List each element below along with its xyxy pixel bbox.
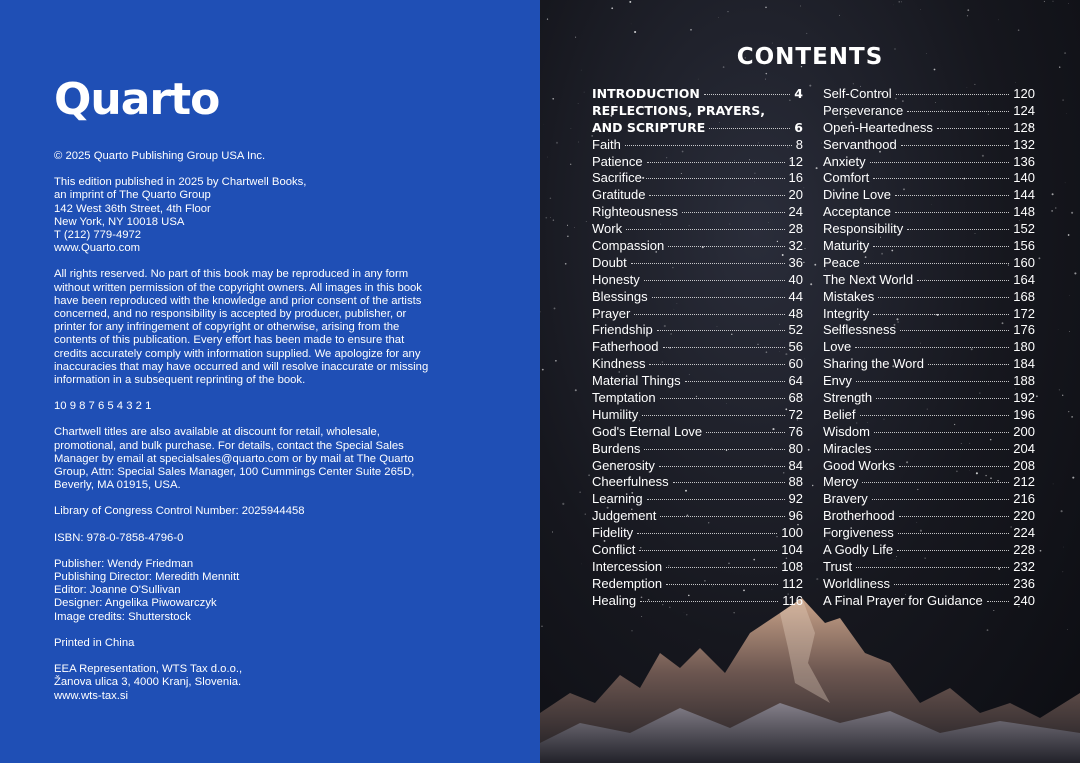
dot-leader	[704, 94, 790, 95]
dot-leader	[898, 533, 1009, 534]
edition-line: an imprint of The Quarto Group	[54, 189, 211, 202]
toc-entry-title: Judgement	[592, 508, 657, 524]
dot-leader	[874, 432, 1009, 433]
dot-leader	[862, 482, 1009, 483]
toc-entry-title: Gratitude	[592, 187, 646, 203]
toc-entry-page: 52	[788, 322, 803, 338]
toc-entry-page: 68	[788, 390, 803, 406]
edition-line: New York, NY 10018 USA	[54, 215, 185, 228]
toc-entry-page: 108	[781, 558, 803, 574]
contents-heading: CONTENTS	[736, 44, 884, 70]
toc-entry-page: 128	[1013, 119, 1035, 135]
copyright-line: © 2025 Quarto Publishing Group USA Inc.	[54, 150, 266, 162]
dot-leader	[634, 314, 784, 315]
toc-entry-page: 112	[782, 575, 803, 591]
toc-entry-page: 216	[1013, 491, 1035, 507]
toc-entry-title: Selflessness	[823, 322, 896, 338]
eea-line: www.wts-tax.si	[54, 689, 129, 702]
toc-entry-title: Friendship	[592, 322, 653, 338]
toc-entry-title: Compassion	[592, 238, 665, 254]
rights-line: without written permission of the copyright owners. All images in this book	[54, 281, 422, 294]
eea-representation	[54, 663, 500, 703]
toc-entry-page: 236	[1013, 575, 1035, 591]
toc-entry-page: 44	[788, 288, 803, 304]
toc-entry-title: Learning	[592, 491, 643, 507]
toc-entry-title: Acceptance	[823, 204, 891, 220]
toc-entry-title: Miracles	[823, 440, 872, 456]
dot-leader	[640, 601, 778, 602]
dot-leader	[663, 347, 785, 348]
dot-leader	[987, 601, 1010, 602]
toc-entry-page: 140	[1013, 170, 1035, 186]
toc-entry-title: Brotherhood	[823, 508, 895, 524]
printing-number: 10 9 8 7 6 5 4 3 2 1	[54, 400, 152, 413]
toc-entry	[823, 542, 1035, 559]
toc-entry	[592, 306, 803, 323]
edition-line: T (212) 779-4972	[54, 229, 142, 242]
toc-entry	[823, 373, 1035, 390]
toc-entry	[592, 525, 803, 542]
toc-entry-title: AND SCRIPTURE	[592, 119, 706, 135]
rights-notice	[54, 268, 500, 387]
toc-entry-title: Doubt	[592, 254, 627, 270]
toc-entry-title: Comfort	[823, 170, 870, 186]
rights-line: contents of this publication. Every effort has been made to ensure that	[54, 334, 405, 347]
toc-entry-title: Good Works	[823, 457, 896, 473]
credit-line: Publishing Director: Meredith Mennitt	[54, 571, 240, 584]
toc-entry	[823, 390, 1035, 407]
toc-entry	[592, 103, 803, 120]
toc-entry-page: 152	[1013, 221, 1035, 237]
toc-entry-title: Envy	[823, 373, 852, 389]
toc-entry-page: 88	[788, 474, 803, 490]
dot-leader	[649, 364, 784, 365]
isbn-line: ISBN: 978-0-7858-4796-0	[54, 531, 184, 544]
isbn	[54, 532, 500, 545]
toc-entry	[592, 356, 803, 373]
edition-info	[54, 176, 500, 255]
dot-leader	[626, 229, 784, 230]
printing-line	[54, 400, 500, 413]
toc-entry-title: Open-Heartedness	[823, 119, 933, 135]
toc-entry-page: 20	[788, 187, 803, 203]
dot-leader	[668, 246, 784, 247]
toc-entry-title: Burdens	[592, 440, 641, 456]
dot-leader	[631, 263, 785, 264]
toc-entry	[823, 272, 1035, 289]
toc-entry-page: 84	[788, 457, 803, 473]
toc-entry-title: Healing	[592, 592, 637, 608]
sales-line: Chartwell titles are also available at discount for retail, wholesale,	[54, 426, 380, 439]
toc-entry	[823, 474, 1035, 491]
toc-entry-page: 204	[1013, 440, 1035, 456]
toc-entry-page: 136	[1013, 153, 1035, 169]
toc-entry	[592, 508, 803, 525]
rights-line: All rights reserved. No part of this book may be reproduced in any form	[54, 268, 409, 281]
toc-entry	[592, 339, 803, 356]
toc-entry-page: 36	[788, 254, 803, 270]
toc-entry	[592, 390, 803, 407]
mountain-range-image	[540, 593, 1080, 763]
dot-leader	[907, 229, 1009, 230]
toc-entry-title: Perseverance	[823, 102, 904, 118]
dot-leader	[895, 212, 1009, 213]
toc-entry	[592, 407, 803, 424]
toc-entry-title: Mistakes	[823, 288, 875, 304]
toc-entry-title: Anxiety	[823, 153, 866, 169]
dot-leader	[685, 381, 785, 382]
loc-number	[54, 505, 500, 518]
toc-entry	[823, 491, 1035, 508]
credit-line: Editor: Joanne O'Sullivan	[54, 584, 181, 597]
toc-entry-title: Faith	[592, 136, 621, 152]
toc-entry-page: 104	[781, 542, 803, 558]
toc-entry-title: Responsibility	[823, 221, 904, 237]
toc-entry	[823, 508, 1035, 525]
toc-entry-page: 12	[788, 153, 803, 169]
dot-leader	[673, 482, 785, 483]
toc-entry	[592, 170, 803, 187]
dot-leader	[897, 550, 1009, 551]
dot-leader	[666, 584, 778, 585]
toc-entry	[823, 424, 1035, 441]
toc-entry-page: 200	[1013, 423, 1035, 439]
toc-entry-page: 160	[1013, 254, 1035, 270]
toc-entry-page: 180	[1013, 339, 1035, 355]
toc-entry-page: 4	[794, 86, 803, 101]
toc-entry-title: Sharing the Word	[823, 356, 924, 372]
toc-entry-page: 40	[788, 271, 803, 287]
toc-entry-page: 76	[788, 423, 803, 439]
toc-entry	[592, 458, 803, 475]
sales-info	[54, 426, 500, 492]
dot-leader	[682, 212, 785, 213]
rights-line: information in a subsequent reprinting of the book.	[54, 374, 306, 387]
toc-entry-page: 116	[782, 592, 803, 608]
dot-leader	[642, 415, 784, 416]
toc-entry-page: 188	[1013, 373, 1035, 389]
dot-leader	[659, 466, 785, 467]
toc-entry-title: Belief	[823, 406, 856, 422]
sales-line: promotional, and bulk purchase. For details, contact the Special Sales	[54, 439, 404, 452]
sales-line: Beverly, MA 01915, USA.	[54, 479, 181, 492]
toc-entry-page: 72	[788, 406, 803, 422]
toc-entry	[823, 576, 1035, 593]
dot-leader	[899, 466, 1009, 467]
toc-entry-page: 80	[788, 440, 803, 456]
toc-entry	[823, 187, 1035, 204]
toc-entry	[592, 322, 803, 339]
toc-entry-page: 16	[788, 170, 803, 186]
dot-leader	[896, 94, 1010, 95]
edition-line: This edition published in 2025 by Chartwell Books,	[54, 176, 307, 189]
toc-entry-page: 124	[1013, 102, 1035, 118]
toc-entry-title: Righteousness	[592, 204, 678, 220]
toc-entry-page: 192	[1013, 390, 1035, 406]
toc-entry	[823, 103, 1035, 120]
toc-entry-title: Worldliness	[823, 575, 890, 591]
toc-entry	[592, 542, 803, 559]
credit-line: Designer: Angelika Piwowarczyk	[54, 597, 217, 610]
toc-entry-page: 212	[1013, 474, 1035, 490]
edition-line: 142 West 36th Street, 4th Floor	[54, 202, 211, 215]
dot-leader	[937, 128, 1009, 129]
dot-leader	[855, 347, 1009, 348]
rights-line: inaccuracies that may have occurred and will resolve inaccurate or missing	[54, 360, 429, 373]
toc-entry	[823, 339, 1035, 356]
toc-entry-title: Temptation	[592, 390, 656, 406]
toc-entry	[823, 441, 1035, 458]
dot-leader	[875, 449, 1009, 450]
toc-entry	[592, 289, 803, 306]
toc-entry-title: God's Eternal Love	[592, 423, 703, 439]
toc-entry	[823, 154, 1035, 171]
toc-entry	[592, 474, 803, 491]
toc-entry-page: 24	[788, 204, 803, 220]
dot-leader	[900, 330, 1009, 331]
toc-entry	[592, 424, 803, 441]
toc-entry-page: 208	[1013, 457, 1035, 473]
toc-entry	[592, 593, 803, 610]
toc-entry-page: 92	[788, 491, 803, 507]
dot-leader	[644, 280, 785, 281]
toc-entry	[823, 170, 1035, 187]
toc-entry-page: 64	[788, 373, 803, 389]
toc-entry-page: 220	[1013, 508, 1035, 524]
toc-entry-page: 48	[788, 305, 803, 321]
toc-entry-page: 56	[788, 339, 803, 355]
toc-entry	[823, 221, 1035, 238]
rights-line: credits accurately comply with information supplied. We apologize for any	[54, 347, 421, 360]
dot-leader	[646, 178, 785, 179]
toc-entry	[823, 120, 1035, 137]
toc-entry-title: Forgiveness	[823, 525, 894, 541]
toc-entry-page: 148	[1013, 204, 1035, 220]
toc-entry-title: Love	[823, 339, 852, 355]
dot-leader	[928, 364, 1009, 365]
dot-leader	[637, 533, 777, 534]
toc-entry	[823, 593, 1035, 610]
sales-line: Group, Attn: Special Sales Manager, 100 Cummings Center Suite 265D,	[54, 466, 415, 479]
dot-leader	[870, 162, 1010, 163]
toc-entry-page: 172	[1013, 305, 1035, 321]
contents-column-right	[823, 86, 1035, 610]
toc-entry-page: 60	[788, 356, 803, 372]
dot-leader	[899, 516, 1010, 517]
toc-entry-page: 144	[1013, 187, 1035, 203]
dot-leader	[864, 263, 1009, 264]
toc-entry	[592, 272, 803, 289]
toc-entry	[592, 559, 803, 576]
dot-leader	[647, 162, 785, 163]
credits	[54, 558, 500, 624]
toc-entry-title: Cheerfulness	[592, 474, 669, 490]
toc-entry-title: Blessings	[592, 288, 648, 304]
toc-entry-page: 8	[795, 136, 803, 152]
toc-entry	[823, 407, 1035, 424]
toc-entry-title: A Final Prayer for Guidance	[823, 592, 983, 608]
toc-entry-title: Sacrifice	[592, 170, 642, 186]
toc-entry-title: Divine Love	[823, 187, 891, 203]
toc-entry	[823, 306, 1035, 323]
toc-entry	[592, 255, 803, 272]
toc-entry-title: Self-Control	[823, 86, 892, 101]
sales-line: Manager by email at specialsales@quarto.com or by mail at The Quarto	[54, 452, 414, 465]
toc-entry	[823, 559, 1035, 576]
toc-entry-page: 156	[1013, 238, 1035, 254]
toc-entry	[592, 137, 803, 154]
toc-entry	[823, 204, 1035, 221]
dot-leader	[873, 178, 1009, 179]
toc-entry	[592, 204, 803, 221]
toc-entry-page: 176	[1013, 322, 1035, 338]
dot-leader	[873, 314, 1009, 315]
toc-entry	[823, 356, 1035, 373]
toc-entry-title: Wisdom	[823, 423, 870, 439]
toc-entry	[823, 255, 1035, 272]
toc-entry	[823, 322, 1035, 339]
toc-entry	[592, 238, 803, 255]
toc-entry	[592, 154, 803, 171]
toc-entry-page: 28	[788, 221, 803, 237]
dot-leader	[907, 111, 1009, 112]
dot-leader	[895, 195, 1009, 196]
toc-entry-title: Patience	[592, 153, 643, 169]
toc-entry-title: REFLECTIONS, PRAYERS,	[592, 102, 765, 118]
toc-entry-page: 164	[1013, 271, 1035, 287]
toc-entry-title: A Godly Life	[823, 542, 894, 558]
toc-entry-title: Peace	[823, 254, 860, 270]
dot-leader	[856, 381, 1009, 382]
toc-entry-page: 96	[788, 508, 803, 524]
dot-leader	[666, 567, 777, 568]
toc-entry	[592, 491, 803, 508]
toc-entry-page: 168	[1013, 288, 1035, 304]
toc-entry-page: 32	[788, 238, 803, 254]
eea-line: Žanova ulica 3, 4000 Kranj, Slovenia.	[54, 676, 242, 689]
toc-entry	[592, 373, 803, 390]
toc-entry-title: Integrity	[823, 305, 870, 321]
dot-leader	[625, 145, 792, 146]
toc-entry-page: 232	[1013, 558, 1035, 574]
credit-line: Publisher: Wendy Friedman	[54, 557, 194, 570]
toc-entry-page: 120	[1013, 86, 1035, 101]
dot-leader	[917, 280, 1009, 281]
dot-leader	[872, 499, 1010, 500]
dot-leader	[639, 550, 777, 551]
dot-leader	[876, 398, 1009, 399]
toc-entry-page: 240	[1013, 592, 1035, 608]
toc-entry-title: Bravery	[823, 491, 868, 507]
toc-entry-title: Trust	[823, 558, 853, 574]
toc-entry-title: Honesty	[592, 271, 640, 287]
loc-line: Library of Congress Control Number: 2025944458	[54, 505, 305, 518]
dot-leader	[894, 584, 1009, 585]
eea-line: EEA Representation, WTS Tax d.o.o.,	[54, 663, 243, 676]
toc-entry	[823, 525, 1035, 542]
dot-leader	[660, 516, 784, 517]
printed-line: Printed in China	[54, 636, 135, 649]
rights-line: have been reproduced with the knowledge and prior consent of the artists	[54, 294, 422, 307]
toc-entry	[592, 86, 803, 103]
quarto-logo: Quarto	[54, 74, 220, 125]
toc-entry	[592, 187, 803, 204]
toc-entry-title: Intercession	[592, 558, 663, 574]
dot-leader	[856, 567, 1009, 568]
toc-entry-title: Fidelity	[592, 525, 634, 541]
toc-entry-title: Mercy	[823, 474, 859, 490]
toc-entry-title: Material Things	[592, 373, 681, 389]
dot-leader	[652, 297, 785, 298]
dot-leader	[901, 145, 1010, 146]
toc-entry-page: 196	[1013, 406, 1035, 422]
toc-entry	[592, 221, 803, 238]
toc-entry-title: Fatherhood	[592, 339, 659, 355]
rights-line: concerned, and no responsibility is accepted by producer, publisher, or	[54, 308, 407, 321]
toc-entry-title: The Next World	[823, 271, 914, 287]
toc-entry-title: Generosity	[592, 457, 655, 473]
credit-line: Image credits: Shutterstock	[54, 610, 191, 623]
toc-entry	[592, 441, 803, 458]
toc-entry-title: Humility	[592, 406, 639, 422]
dot-leader	[709, 128, 790, 129]
toc-entry-page: 184	[1013, 356, 1035, 372]
toc-entry-page: 228	[1013, 542, 1035, 558]
edition-line: www.Quarto.com	[54, 242, 141, 255]
dot-leader	[644, 449, 784, 450]
printed-in	[54, 637, 500, 650]
toc-entry-title: Redemption	[592, 575, 663, 591]
toc-entry	[823, 458, 1035, 475]
toc-entry-title: Work	[592, 221, 623, 237]
toc-entry	[592, 120, 803, 137]
dot-leader	[660, 398, 785, 399]
toc-entry	[823, 238, 1035, 255]
contents-page	[540, 0, 1080, 763]
toc-entry-title: Maturity	[823, 238, 870, 254]
dot-leader	[878, 297, 1009, 298]
toc-entry-title: Conflict	[592, 542, 636, 558]
toc-entry-page: 224	[1013, 525, 1035, 541]
toc-entry-page: 100	[781, 525, 803, 541]
dot-leader	[860, 415, 1010, 416]
dot-leader	[873, 246, 1009, 247]
dot-leader	[649, 195, 784, 196]
dot-leader	[657, 330, 785, 331]
toc-entry-title: Servanthood	[823, 136, 897, 152]
toc-entry	[823, 137, 1035, 154]
dot-leader	[706, 432, 784, 433]
contents-column-left	[592, 86, 803, 610]
toc-entry	[823, 289, 1035, 306]
toc-entry-title: Kindness	[592, 356, 646, 372]
toc-entry-page: 132	[1013, 136, 1035, 152]
toc-entry-title: Strength	[823, 390, 873, 406]
toc-entry-title: Prayer	[592, 305, 631, 321]
rights-line: printer for any infringement of copyright or otherwise, arising from the	[54, 321, 400, 334]
toc-entry	[823, 86, 1035, 103]
copyright-notice	[54, 150, 500, 163]
dot-leader	[647, 499, 785, 500]
toc-entry	[592, 576, 803, 593]
toc-entry-page: 6	[794, 119, 803, 135]
toc-entry-title: INTRODUCTION	[592, 86, 700, 101]
